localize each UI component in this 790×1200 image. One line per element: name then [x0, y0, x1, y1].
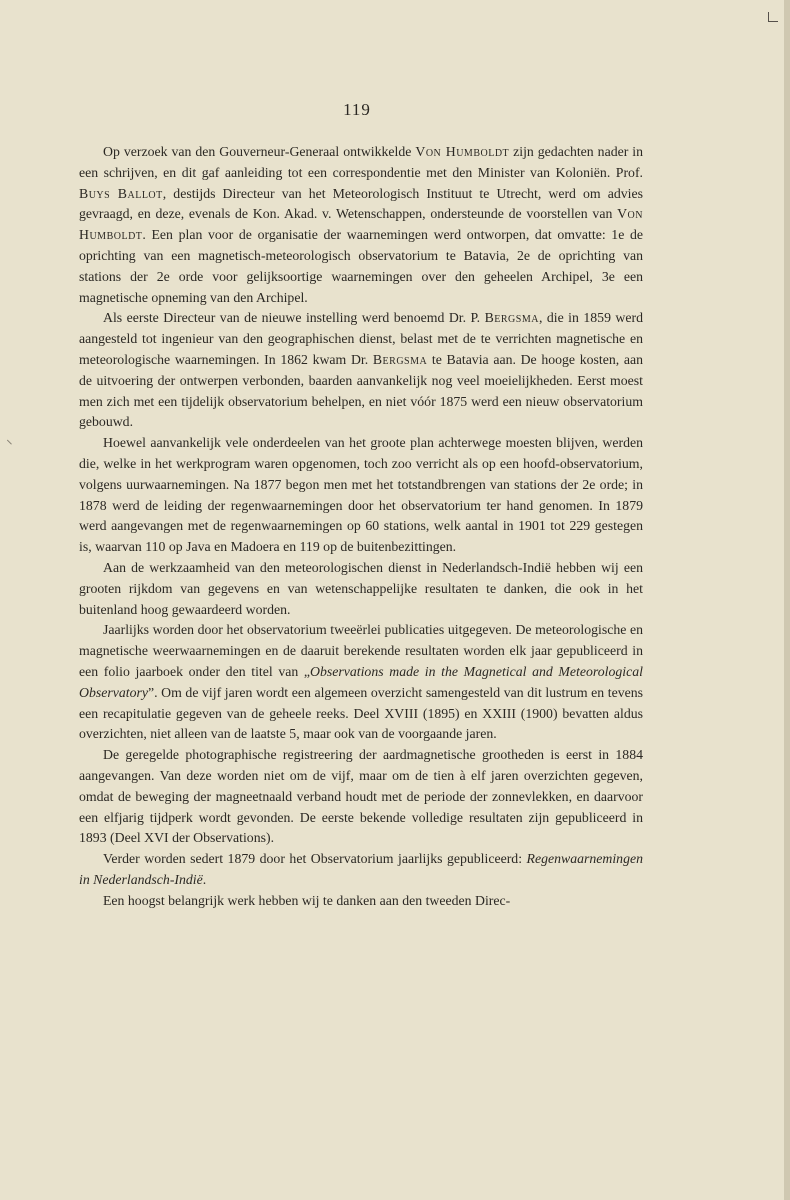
paragraph-2: [79, 308, 643, 433]
text-run: te Batavia aan. De hooge kosten, aan de uitvoering der ontwerpen verbonden, baarden aanvankelijk nog veel moeielijkheden. Eerst moest men zich met een tijdelijk observatorium behelpen, en niet vóór 1875 werd een nieuw observatorium gebouwd.: [79, 351, 643, 430]
corner-mark: [768, 12, 778, 22]
paragraph-5: [79, 620, 643, 745]
text-run: zijn gedachten nader in een schrijven, en dit gaf aanleiding tot een correspondentie met den Minister van Koloniën. Prof.: [79, 144, 644, 180]
text-run: Als eerste Directeur van de nieuwe instelling werd benoemd Dr. P.: [103, 310, 485, 326]
person-name: Buys Ballot: [79, 185, 163, 201]
body-text: [79, 142, 643, 911]
person-name: Bergsma: [372, 351, 428, 367]
paragraph-7: [79, 849, 643, 891]
text-run: ”. Om de vijf jaren wordt een algemeen overzicht samengesteld van dit lustrum en tevens een recapitulatie gegeven van de geheele reeks. Deel XVIII (1895) en XXIII (1900) bevatten aldus overzichten, niet alleen van de laatste 5, maar ook van de voorgaande jaren.: [79, 684, 643, 742]
text-run: . Een plan voor de organisatie der waarnemingen werd ontworpen, dat omvatte: 1e de oprichting van een magnetisch-meteorologisch observatorium te Batavia, 2e de oprichting van stations der 2e orde voor gelijksoortige waarnemingen over den geheelen Archipel, 3e een magnetische opneming van den Archipel.: [79, 227, 643, 305]
publication-title: Observations made in the Magnetical and Meteorological Observatory: [79, 663, 643, 700]
paragraph-8: Een hoogst belangrijk werk hebben wij te danken aan den tweeden Direc-: [103, 892, 511, 908]
text-run: Op verzoek van den Gouverneur-Generaal ontwikkelde: [103, 144, 416, 159]
margin-mark: [7, 435, 16, 444]
paragraph-4: Aan de werkzaamheid van den meteorologischen dienst in Nederlandsch-Indië hebben wij een grooten rijkdom van gegevens en van wetenschappelijke resultaten te danken, die ook in het buitenland hoog gewaardeerd worden.: [79, 559, 643, 617]
text-run: .: [202, 871, 207, 887]
paragraph-1: [79, 142, 643, 308]
text-run: , die in 1859 werd aangesteld tot ingenieur van den geographischen dienst, belast met de te verrichten magnetische en meteorologische waarnemingen. In 1862 kwam Dr.: [79, 310, 644, 367]
page-edge: [784, 0, 790, 1200]
publication-title: Regenwaarnemingen in Nederlandsch-Indië: [79, 851, 643, 887]
text-run: , destijds Directeur van het Meteorologisch Instituut te Utrecht, werd om advies gevraagd, en deze, evenals de Kon. Akad. v. Wetenschappen, ondersteunde de voorstellen van: [79, 185, 643, 222]
paragraph-3: Hoewel aanvankelijk vele onderdeelen van het groote plan achterwege moesten blijven, werden die, welke in het werkprogram waren opgenomen, toch zoo verricht als op een hoofd-observatorium, volgens uurwaarnemingen. Na 1877 begon men met het totstandbrengen van stations der 2e orde; in 1878 werd de leiding der regenwaarnemingen door het observatorium ter hand genomen. In 1879 werd aangevangen met de regenwaarnemingen op 60 stations, welk aantal in 1901 tot 229 gestegen is, waarvan 110 op Java en Madoera en 119 op de buitenbezittingen.: [79, 435, 643, 555]
person-name: Von Humboldt: [79, 206, 643, 243]
page-number: 119: [343, 100, 371, 119]
text-run: Jaarlijks worden door het observatorium tweeërlei publicaties uitgegeven. De meteorologische en magnetische weerwaarnemingen en de daaruit berekende resultaten worden elk jaar gepubliceerd in een folio jaarboek onder den titel van „: [79, 622, 643, 679]
person-name: Bergsma: [484, 310, 539, 326]
text-run: Verder worden sedert 1879 door het Observatorium jaarlijks gepubliceerd:: [103, 851, 527, 867]
paragraph-6: De geregelde photographische registreering der aardmagnetische grootheden is eerst in 1884 aangevangen. Van deze worden niet om de vijf, maar om de tien à elf jaren overzichten gegeven, omdat de beweging der magneetnaald verband houdt met de periode der zonnevlekken, en daarvoor een elfjarig tijdperk wordt gevonden. De eerste bekende volledige resultaten zijn gepubliceerd in 1893 (Deel XVI der Observations).: [79, 747, 643, 846]
person-name: Von Humboldt: [415, 144, 510, 159]
